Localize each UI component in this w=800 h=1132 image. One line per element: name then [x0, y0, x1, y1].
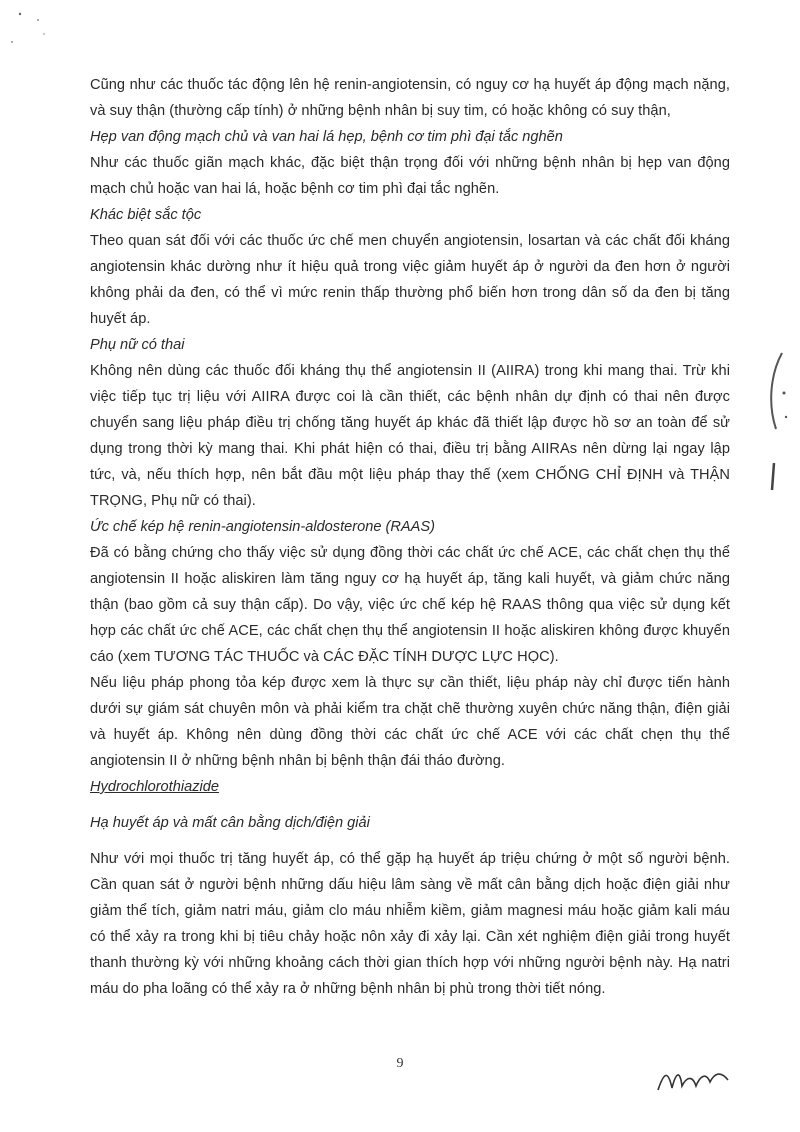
section-heading: Phụ nữ có thai: [90, 337, 185, 353]
section-heading: Hẹp van động mạch chủ và van hai lá hẹp, bệnh cơ tim phì đại tắc nghẽn: [90, 129, 563, 145]
body-paragraph: Đã có bằng chứng cho thấy việc sử dụng đồng thời các chất ức chế ACE, các chất chẹn thụ thể angiotensin II hoặc aliskiren làm tăng nguy cơ hạ huyết áp, tăng kali huyết, và giảm chức năng thận (bao gồm cả suy thận cấp). Do vậy, việc ức chế kép hệ RAAS thông qua việc sử dụng kết hợp các chất ức chế ACE, các chất chẹn thụ thể angiotensin II hoặc aliskiren không được khuyến cáo (xem TƯƠNG TÁC THUỐC và CÁC ĐẶC TÍNH DƯỢC LỰC HỌC).: [90, 545, 730, 665]
section-heading: Hạ huyết áp và mất cân bằng dịch/điện giải: [90, 815, 370, 831]
body-paragraph: Như các thuốc giãn mạch khác, đặc biệt thận trọng đối với những bệnh nhân bị hẹp van động mạch chủ hoặc van hai lá, hoặc bệnh cơ tim phì đại tắc nghẽn.: [90, 155, 730, 197]
spacer: [90, 836, 730, 846]
scan-specks: [0, 0, 80, 60]
body-paragraph: Cũng như các thuốc tác động lên hệ renin-angiotensin, có nguy cơ hạ huyết áp động mạch nặng, và suy thận (thường cấp tính) ở những bệnh nhân bị suy tim, có hoặc không có suy thận,: [90, 77, 730, 119]
document-body: [90, 72, 730, 1002]
spacer: [90, 800, 730, 810]
handwritten-initials: [650, 1060, 750, 1100]
body-paragraph: Theo quan sát đối với các thuốc ức chế men chuyển angiotensin, losartan và các chất đối kháng angiotensin khác dường như ít hiệu quả trong việc giảm huyết áp ở người da đen hơn ở người không phải da đen, có thể vì mức renin thấp thường phổ biến hơn trong dân số da đen bị tăng huyết áp.: [90, 233, 730, 327]
body-paragraph: Không nên dùng các thuốc đối kháng thụ thể angiotensin II (AIIRA) trong khi mang thai. Trừ khi việc tiếp tục trị liệu với AIIRA được coi là cần thiết, các bệnh nhân dự định có thai nên được chuyển sang liệu pháp điều trị chống tăng huyết áp khác đã thiết lập được hồ sơ an toàn để sử dụng trong thời kỳ mang thai. Khi phát hiện có thai, điều trị bằng AIIRAs nên dừng lại ngay lập tức, và, nếu thích hợp, nên bắt đầu một liệu pháp thay thế (xem CHỐNG CHỈ ĐỊNH và THẬN TRỌNG, Phụ nữ có thai).: [90, 363, 730, 509]
body-paragraph: Nếu liệu pháp phong tỏa kép được xem là thực sự cần thiết, liệu pháp này chỉ được tiến hành dưới sự giám sát chuyên môn và phải kiểm tra chặt chẽ thường xuyên chức năng thận, điện giải và huyết áp. Không nên dùng đồng thời các chất ức chế ACE với các chất chẹn thụ thể angiotensin II ở những bệnh nhân bị bệnh thận đái tháo đường.: [90, 675, 730, 769]
section-heading: Khác biệt sắc tộc: [90, 207, 202, 223]
section-heading: Hydrochlorothiazide: [90, 779, 219, 795]
margin-pen-mark: [760, 345, 790, 495]
page-number: 9: [396, 1056, 404, 1071]
body-paragraph: Như với mọi thuốc trị tăng huyết áp, có thể gặp hạ huyết áp triệu chứng ở một số người bệnh. Cần quan sát ở người bệnh những dấu hiệu lâm sàng về mất cân bằng dịch hoặc điện giải như giảm thể tích, giảm natri máu, giảm clo máu nhiễm kiềm, giảm magnesi máu hoặc giảm kali máu có thể xảy ra trong khi bị tiêu chảy hoặc nôn xảy đi xảy lại. Cần xét nghiệm điện giải trong huyết thanh thường kỳ với những khoảng cách thời gian thích hợp với những người bệnh này. Hạ natri máu do pha loãng có thể xảy ra ở những bệnh nhân bị phù trong thời tiết nóng.: [90, 851, 730, 997]
section-heading: Ức chế kép hệ renin-angiotensin-aldosterone (RAAS): [90, 519, 435, 535]
